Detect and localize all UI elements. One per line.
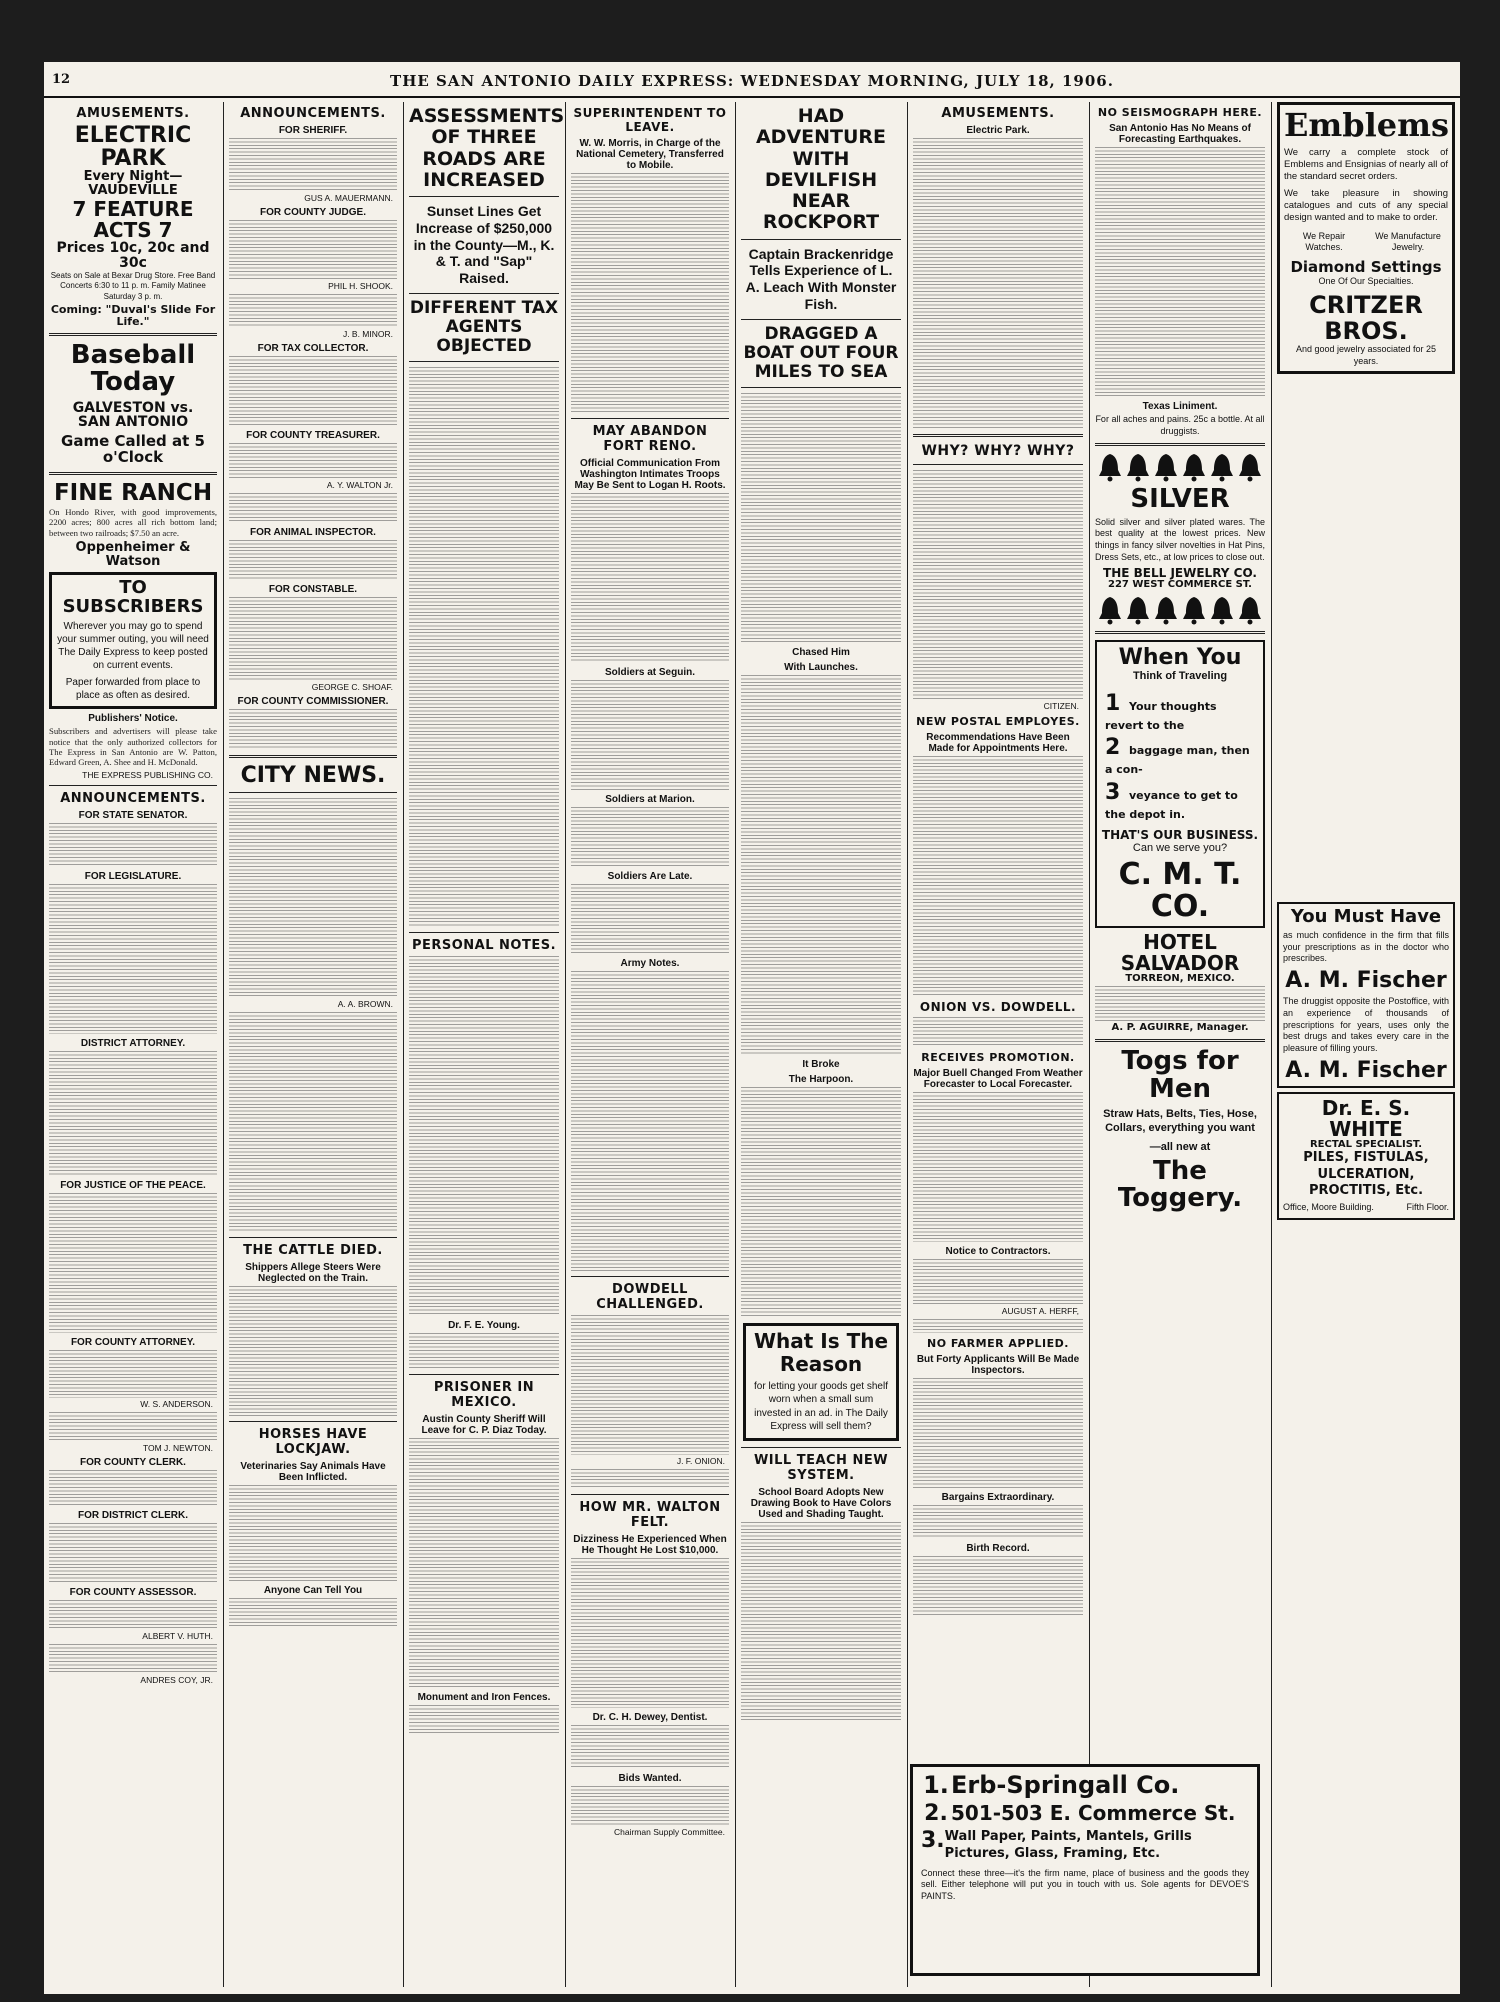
vaudeville-line: Every Night—VAUDEVILLE: [83, 169, 183, 198]
publishers-signature: THE EXPRESS PUBLISHING CO.: [82, 769, 213, 780]
ranch-firm: Oppenheimer & Watson: [75, 540, 191, 569]
district-clerk-heading: FOR DISTRICT CLERK.: [78, 1509, 188, 1521]
marion-heading: Soldiers at Marion.: [605, 794, 695, 805]
assessments-headline: ASSESSMENTS OF THREE ROADS ARE INCREASED: [409, 105, 564, 191]
emblems-ad: [1277, 102, 1455, 374]
step-2-text: baggage man, then a con-: [1105, 744, 1250, 777]
body-text-block: [741, 1087, 901, 1317]
commissioner-heading: FOR COUNTY COMMISSIONER.: [237, 696, 389, 707]
specialties: One Of Our Specialties.: [1318, 275, 1414, 286]
spacer: [1277, 378, 1455, 898]
body-text-block: [741, 675, 901, 1055]
ranch-text: On Hondo River, with good improvements, 2200 acres; 800 acres all rich bottom land; between two railroads; $7.50 an acre.: [49, 506, 217, 538]
erb-address: 501-503 E. Commerce St.: [951, 1801, 1236, 1826]
superintendent-deck: W. W. Morris, in Charge of the National Cemetery, Transferred to Mobile.: [576, 138, 724, 171]
white-list: PILES, FISTULAS, ULCERATION, PROCTITIS, Etc.: [1303, 1150, 1429, 1198]
body-text-block: [741, 393, 901, 643]
signature: J. F. ONION.: [676, 1456, 725, 1466]
white-name: Dr. E. S. WHITE: [1321, 1095, 1411, 1141]
divider: [229, 755, 397, 758]
bell-icon: [1097, 595, 1123, 625]
birth-heading: Birth Record.: [966, 1543, 1030, 1554]
divider: [409, 196, 559, 197]
manufacture-label: We Manufacture Jewelry.: [1375, 230, 1441, 253]
constable-heading: FOR CONSTABLE.: [268, 584, 358, 595]
divider: [571, 418, 729, 419]
body-text-block: [229, 220, 397, 280]
bell-icon: [1153, 452, 1179, 482]
divider: [913, 464, 1083, 465]
body-text-block: [913, 1505, 1083, 1539]
baseball-teams: GALVESTON vs. SAN ANTONIO: [72, 399, 194, 431]
fischer-text: The druggist opposite the Postoffice, with an experience of thousands of prescriptions for years, uses only the best drugs and takes every care in the pleasure of filling yours.: [1283, 996, 1449, 1054]
fort-reno-deck: Official Communication From Washington Intimates Troops May Be Sent to Logan H. Roots.: [574, 458, 726, 491]
repair-label: We Repair Watches.: [1302, 230, 1346, 253]
feature-acts: 7 FEATURE ACTS 7: [72, 197, 194, 243]
when-you-title: When You: [1118, 644, 1242, 670]
signature: TOM J. NEWTON.: [142, 1442, 213, 1453]
cmtco-name: C. M. T. CO.: [1118, 857, 1242, 924]
divider: [1095, 631, 1265, 634]
column-7: [1090, 102, 1270, 1752]
body-text-block: [913, 756, 1083, 996]
newspaper-page: [44, 62, 1460, 1994]
bargains-heading: Bargains Extraordinary.: [941, 1492, 1055, 1503]
walton-heading: HOW MR. WALTON FELT.: [579, 1500, 721, 1530]
body-text-block: [229, 356, 397, 426]
body-text-block: [1095, 147, 1265, 397]
body-text-block: [571, 173, 729, 413]
bell-icon: [1237, 595, 1263, 625]
body-text-block: [409, 956, 559, 1316]
divider: [1095, 443, 1265, 446]
column-5: [736, 102, 906, 1987]
body-text-block: [49, 1051, 217, 1176]
body-text-block: [229, 1286, 397, 1416]
dowdell-heading: DOWDELL CHALLENGED.: [596, 1282, 704, 1312]
why-heading: WHY? WHY? WHY?: [921, 443, 1075, 459]
silver-text: Solid silver and silver plated wares. The best quality at the lowest prices. New things in fancy silver novelties in Hat Pins, Dress Sets, etc., at low prices to close out.: [1095, 516, 1265, 562]
subscribers-text-2: Paper forwarded from place to place as often as desired.: [65, 677, 201, 702]
body-text-block: [913, 1378, 1083, 1488]
liniment-text: For all aches and pains. 25c a bottle. At all druggists.: [1095, 414, 1265, 436]
bell-icon: [1181, 452, 1207, 482]
divider: [49, 333, 217, 336]
signature: W. S. ANDERSON.: [140, 1398, 213, 1409]
teach-heading: WILL TEACH NEW SYSTEM.: [753, 1452, 889, 1483]
bell-icon: [1209, 595, 1235, 625]
prices-line: Prices 10c, 20c and 30c: [56, 240, 210, 272]
seguin-heading: Soldiers at Seguin.: [604, 667, 696, 678]
body-text-block: [229, 443, 397, 479]
step-number-3: 3: [1105, 779, 1121, 805]
promotion-heading: RECEIVES PROMOTION.: [921, 1051, 1075, 1064]
baseball-time: Game Called at 5 o'Clock: [61, 432, 205, 466]
army-notes-heading: Army Notes.: [620, 958, 680, 969]
divider: [409, 293, 559, 294]
contractors-heading: Notice to Contractors.: [945, 1246, 1051, 1257]
signature: GEORGE C. SHOAF.: [311, 682, 393, 692]
postal-heading: NEW POSTAL EMPLOYES.: [916, 715, 1080, 728]
body-text-block: [49, 1350, 217, 1398]
body-text-block: [409, 1705, 559, 1735]
baseball-title: Baseball Today: [70, 340, 196, 398]
county-assessor-heading: FOR COUNTY ASSESSOR.: [69, 1586, 197, 1598]
column-8: [1272, 102, 1460, 1987]
column-4: [566, 102, 734, 1987]
body-text-block: [49, 823, 217, 867]
diamond-settings: Diamond Settings: [1290, 258, 1442, 277]
body-text-block: [49, 884, 217, 1034]
travel-subtitle: Think of Traveling: [1132, 669, 1228, 682]
announcements-heading: ANNOUNCEMENTS.: [60, 790, 206, 806]
seismograph-deck: San Antonio Has No Means of Forecasting Earthquakes.: [1109, 123, 1251, 145]
reason-text: for letting your goods get shelf worn when a small sum invested in an ad. in The Daily Express will sell them?: [754, 1380, 888, 1433]
divider: [229, 1421, 397, 1422]
bell-icon: [1209, 452, 1235, 482]
body-text-block: [913, 1319, 1083, 1333]
divider: [913, 434, 1083, 437]
body-text-block: [571, 1786, 729, 1826]
our-business: THAT'S OUR BUSINESS.: [1101, 827, 1259, 842]
body-text-block: [229, 597, 397, 681]
erb-text: Connect these three—it's the firm name, place of business and the goods they sell. Either telephone will put you in touch with us. Sole agents for DEVOE'S PAINTS.: [921, 1867, 1249, 1902]
electric-park-title: ELECTRIC PARK: [74, 123, 192, 172]
announcements-heading: ANNOUNCEMENTS.: [240, 106, 386, 121]
county-judge-heading: FOR COUNTY JUDGE.: [260, 207, 366, 218]
silver-title: SILVER: [1130, 484, 1230, 515]
hotel-name: HOTEL SALVADOR: [1120, 930, 1240, 976]
signature: CITIZEN.: [1043, 701, 1079, 711]
dragged-headline: DRAGGED A BOAT OUT FOUR MILES TO SEA: [743, 323, 899, 382]
togs-title: Togs for Men: [1121, 1046, 1239, 1104]
legislature-heading: FOR LEGISLATURE.: [84, 870, 182, 882]
publishers-notice-text: Subscribers and advertisers will please take notice that the only authorized collectors for The Express in San Antonio are W. Patton, Edward Green, A. Shee and H. McDonald.: [49, 726, 217, 768]
coming-note: Coming: "Duval's Slide For Life.": [50, 303, 216, 328]
erb-name: Erb-Springall Co.: [951, 1771, 1180, 1799]
body-text-block: [571, 1725, 729, 1769]
superintendent-heading: SUPERINTENDENT TO LEAVE.: [573, 106, 727, 134]
late-heading: Soldiers Are Late.: [607, 871, 693, 882]
divider: [409, 1374, 559, 1375]
erb-goods: Wall Paper, Paints, Mantels, Grills Pictures, Glass, Framing, Etc.: [944, 1829, 1192, 1861]
must-have-text: as much confidence in the firm that fills your prescriptions as in the doctor who prescribes.: [1283, 930, 1449, 964]
amusements-heading: AMUSEMENTS.: [76, 106, 190, 121]
step-3-text: veyance to get to the depot in.: [1105, 788, 1238, 821]
tax-agents-headline: DIFFERENT TAX AGENTS OBJECTED: [409, 298, 559, 357]
body-text-block: [49, 1644, 217, 1674]
white-ad: [1277, 1092, 1455, 1220]
step-number-1: 1: [1105, 690, 1121, 716]
white-office: Office, Moore Building.: [1283, 1202, 1374, 1213]
fischer-name: A. M. Fischer: [1285, 968, 1447, 994]
divider: [409, 361, 559, 362]
bell-icon: [1125, 452, 1151, 482]
body-text-block: [913, 138, 1083, 428]
cattle-deck: Shippers Allege Steers Were Neglected on the Train.: [245, 1262, 381, 1285]
erb-line-1: [921, 1773, 1249, 1798]
harpoon-heading: The Harpoon.: [788, 1073, 854, 1085]
hotel-city: TORREON, MEXICO.: [1125, 973, 1235, 985]
county-clerk-heading: FOR COUNTY CLERK.: [80, 1456, 186, 1468]
column-2: [224, 102, 402, 1987]
body-text-block: [913, 1092, 1083, 1242]
body-text-block: [571, 1315, 729, 1455]
onion-heading: ONION VS. DOWDELL.: [919, 1000, 1077, 1014]
divider: [741, 239, 901, 240]
white-floor: Fifth Floor.: [1406, 1202, 1449, 1213]
column-3: [404, 102, 564, 1987]
bell-icon: [1125, 595, 1151, 625]
masthead: THE SAN ANTONIO DAILY EXPRESS: WEDNESDAY MORNING, JULY 18, 1906.: [390, 72, 1114, 90]
column-1: [44, 102, 222, 1987]
bell-jewelry-address: 227 WEST COMMERCE ST.: [1108, 579, 1252, 591]
body-text-block: [913, 470, 1083, 700]
animal-inspector-heading: FOR ANIMAL INSPECTOR.: [250, 527, 376, 538]
bell-icon: [1237, 452, 1263, 482]
erb-number-1: 1.: [923, 1771, 949, 1799]
district-attorney-heading: DISTRICT ATTORNEY.: [80, 1037, 186, 1049]
body-text-block: [571, 971, 729, 1271]
emblems-text-2: We take pleasure in showing catalogues and cuts of any special design wanted and to make to order.: [1284, 187, 1448, 224]
body-text-block: [913, 1556, 1083, 1616]
divider: [229, 1237, 397, 1238]
signature: PHIL H. SHOOK.: [328, 281, 393, 291]
liniment-heading: Texas Liniment.: [1142, 401, 1218, 412]
divider: [1095, 1039, 1265, 1042]
body-text-block: [571, 884, 729, 954]
divider: [229, 792, 397, 793]
body-text-block: [741, 1522, 901, 1722]
lockjaw-deck: Veterinaries Say Animals Have Been Inflicted.: [240, 1461, 386, 1484]
body-text-block: [49, 1523, 217, 1583]
body-text-block: [229, 798, 397, 998]
body-text-block: [229, 493, 397, 523]
bell-row: [1095, 595, 1265, 625]
electric-park-heading: Electric Park.: [966, 125, 1030, 136]
subscribers-box: [49, 572, 217, 709]
lockjaw-heading: HORSES HAVE LOCKJAW.: [258, 1427, 368, 1458]
postal-deck: Recommendations Have Been Made for Appointments Here.: [926, 732, 1070, 754]
farmer-deck: But Forty Applicants Will Be Made Inspectors.: [916, 1354, 1080, 1376]
erb-number-3: 3.: [921, 1828, 945, 1854]
critzer-name: CRITZER BROS.: [1309, 291, 1423, 345]
fischer-name-2: A. M. Fischer: [1285, 1057, 1447, 1083]
emblems-text: We carry a complete stock of Emblems and Ensignias of nearly all of the standard secret orders.: [1284, 146, 1448, 183]
ranch-title: FINE RANCH: [53, 479, 213, 506]
body-text-block: [913, 1259, 1083, 1305]
body-text-block: [229, 138, 397, 192]
folio-line: [44, 62, 1460, 98]
seismograph-heading: NO SEISMOGRAPH HERE.: [1097, 106, 1263, 119]
body-text-block: [229, 1598, 397, 1628]
body-text-block: [229, 1012, 397, 1232]
step-number-2: 2: [1105, 735, 1121, 761]
body-text-block: [229, 294, 397, 328]
togs-text: Straw Hats, Belts, Ties, Hose, Collars, everything you want: [1103, 1107, 1257, 1135]
divider: [409, 932, 559, 933]
critzer-text: And good jewelry associated for 25 years.: [1295, 343, 1437, 366]
body-text-block: [229, 540, 397, 580]
devilfish-deck: Captain Brackenridge Tells Experience of L. A. Leach With Monster Fish.: [745, 245, 897, 312]
bell-icon: [1097, 452, 1123, 482]
travel-step-2: [1105, 733, 1255, 778]
must-have-title: You Must Have: [1290, 906, 1442, 928]
county-attorney-heading: FOR COUNTY ATTORNEY.: [70, 1336, 196, 1348]
hotel-manager: A. P. AGUIRRE, Manager.: [1111, 1021, 1249, 1033]
page-number: 12: [52, 72, 71, 87]
body-text-block: [571, 1469, 729, 1489]
signature: GUS A. MAUERMANN.: [304, 193, 393, 203]
fischer-ad: [1277, 902, 1455, 1088]
erb-springall-ad: [910, 1764, 1260, 1976]
body-text-block: [49, 1600, 217, 1630]
amusements-heading: AMUSEMENTS.: [941, 106, 1055, 121]
broke-heading: It Broke: [802, 1058, 840, 1070]
signature: Chairman Supply Committee.: [613, 1827, 725, 1837]
body-text-block: [571, 680, 729, 790]
signature: ALBERT V. HUTH.: [142, 1630, 213, 1641]
devilfish-headline: HAD ADVENTURE WITH DEVILFISH NEAR ROCKPORT: [755, 105, 887, 234]
subscribers-text: Wherever you may go to spend your summer outing, you will need The Daily Express to keep posted on current events.: [57, 621, 209, 672]
teach-deck: School Board Adopts New Drawing Book to Have Colors Used and Shading Taught.: [750, 1486, 892, 1520]
prisoner-deck: Austin County Sheriff Will Leave for C. P. Diaz Today.: [421, 1414, 547, 1437]
county-treasurer-heading: FOR COUNTY TREASURER.: [246, 430, 380, 441]
divider: [741, 1447, 901, 1448]
body-text-block: [409, 1438, 559, 1688]
reason-ad-box: [743, 1323, 899, 1441]
signature: AUGUST A. HERFF,: [1001, 1306, 1079, 1316]
launches-heading: With Launches.: [784, 661, 858, 673]
walton-deck: Dizziness He Experienced When He Thought He Lost $10,000.: [573, 1534, 727, 1556]
divider: [571, 1494, 729, 1495]
emblems-services: [1284, 231, 1448, 254]
divider: [741, 387, 901, 388]
body-text-block: [1095, 986, 1265, 1022]
bell-icon: [1181, 595, 1207, 625]
body-text-block: [49, 1412, 217, 1442]
erb-line-3: [921, 1829, 1249, 1862]
column-6: [908, 102, 1088, 1987]
bell-jewelry-name: THE BELL JEWELRY CO.: [1103, 566, 1257, 581]
can-we-serve: Can we serve you?: [1132, 842, 1228, 855]
bell-row: [1095, 452, 1265, 482]
erb-number-2: 2.: [924, 1801, 948, 1827]
step-1-text: Your thoughts revert to the: [1105, 699, 1217, 732]
divider: [49, 785, 217, 786]
body-text-block: [229, 709, 397, 749]
subscribers-title: TO SUBSCRIBERS: [62, 577, 204, 618]
body-text-block: [571, 493, 729, 663]
bids-heading: Bids Wanted.: [618, 1773, 682, 1784]
erb-line-2: [921, 1802, 1249, 1825]
divider: [49, 472, 217, 475]
state-senator-heading: FOR STATE SENATOR.: [78, 809, 188, 821]
travel-steps: [1105, 689, 1255, 823]
body-text-block: [913, 1017, 1083, 1047]
tax-collector-heading: FOR TAX COLLECTOR.: [257, 343, 369, 354]
signature: A. A. BROWN.: [337, 999, 393, 1010]
travel-step-3: [1105, 778, 1255, 823]
farmer-heading: NO FARMER APPLIED.: [927, 1337, 1069, 1350]
prisoner-heading: PRISONER IN MEXICO.: [433, 1380, 535, 1411]
toggery-name: The Toggery.: [1117, 1155, 1243, 1214]
bell-icon: [1153, 595, 1179, 625]
body-text-block: [49, 1193, 217, 1333]
justice-heading: FOR JUSTICE OF THE PEACE.: [60, 1179, 206, 1191]
personal-notes-heading: PERSONAL NOTES.: [411, 938, 557, 954]
promotion-deck: Major Buell Changed From Weather Forecaster to Local Forecaster.: [913, 1068, 1083, 1090]
young-ad-heading: Dr. F. E. Young.: [448, 1320, 520, 1332]
white-specialty: RECTAL SPECIALIST.: [1309, 1138, 1423, 1150]
travel-ad: [1095, 640, 1265, 929]
white-office-row: [1283, 1202, 1449, 1214]
seats-note: Seats on Sale at Bexar Drug Store. Free Band Concerts 6:30 to 11 p. m. Family Matinee Saturday 3 p. m.: [50, 270, 216, 301]
reason-title: What Is The Reason: [753, 1328, 889, 1376]
emblems-title: Emblems: [1284, 106, 1450, 144]
signature: A. Y. WALTON Jr.: [326, 480, 393, 490]
togs-at: —all new at: [1149, 1140, 1211, 1153]
monument-heading: Monument and Iron Fences.: [417, 1692, 551, 1704]
publishers-notice-heading: Publishers' Notice.: [88, 713, 178, 725]
dewey-heading: Dr. C. H. Dewey, Dentist.: [592, 1712, 708, 1723]
travel-step-1: [1105, 689, 1255, 734]
body-text-block: [409, 367, 559, 927]
city-news-heading: CITY NEWS.: [240, 763, 386, 788]
anyone-heading: Anyone Can Tell You: [263, 1585, 363, 1597]
sheriff-heading: FOR SHERIFF.: [278, 125, 348, 136]
divider: [571, 1276, 729, 1277]
cattle-heading: THE CATTLE DIED.: [243, 1243, 383, 1259]
assessments-deck: Sunset Lines Get Increase of $250,000 in the County—M., K. & T. and "Sap" Raised.: [413, 203, 555, 287]
signature: ANDRES COY, JR.: [140, 1674, 213, 1685]
body-text-block: [571, 807, 729, 867]
fort-reno-heading: MAY ABANDON FORT RENO.: [592, 424, 708, 454]
signature: J. B. MINOR.: [342, 329, 393, 339]
divider: [741, 319, 901, 320]
body-text-block: [571, 1558, 729, 1708]
chased-heading: Chased Him: [792, 646, 850, 658]
body-text-block: [229, 1485, 397, 1581]
body-text-block: [409, 1333, 559, 1369]
body-text-block: [49, 1470, 217, 1506]
